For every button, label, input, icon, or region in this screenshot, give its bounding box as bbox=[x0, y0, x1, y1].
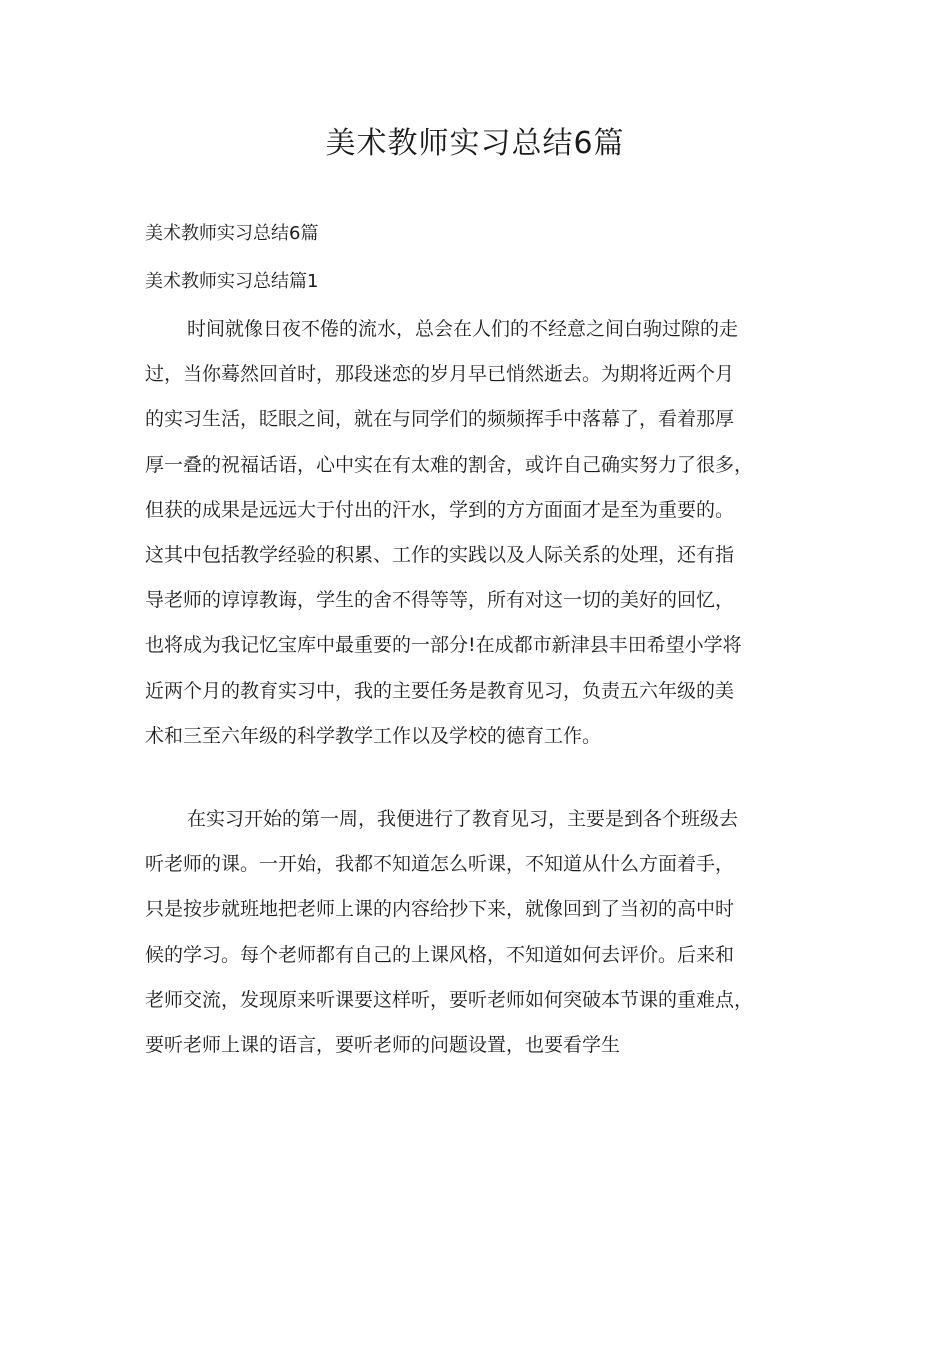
paragraph-line: 候的学习。每个老师都有自己的上课风格，不知道如何去评价。后来和 bbox=[145, 943, 735, 966]
paragraph-line: 听老师的课。一开始，我都不知道怎么听课，不知道从什么方面着手， bbox=[145, 853, 735, 876]
section-heading: 美术教师实习总结6篇 bbox=[145, 223, 319, 244]
paragraph-line: 老师交流，发现原来听课要这样听，要听老师如何突破本节课的重难点， bbox=[145, 988, 754, 1011]
paragraph-line: 时间就像日夜不倦的流水，总会在人们的不经意之间白驹过隙的走 bbox=[187, 318, 739, 340]
paragraph-line: 但获的成果是远远大于付出的汗水，学到的方方面面才是至为重要的。 bbox=[145, 498, 735, 521]
paragraph-line: 只是按步就班地把老师上课的内容给抄下来，就像回到了当初的高中时 bbox=[145, 898, 735, 921]
paragraph-line: 过，当你蓦然回首时，那段迷恋的岁月早已悄然逝去。为期将近两个月 bbox=[145, 363, 735, 386]
paragraph-1 bbox=[145, 307, 810, 759]
document-title: 美术教师实习总结6篇 bbox=[325, 126, 625, 161]
paragraph-line: 这其中包括教学经验的积累、工作的实践以及人际关系的处理，还有指 bbox=[145, 544, 735, 567]
paragraph-line: 也将成为我记忆宝库中最重要的一部分!在成都市新津县丰田希望小学将 bbox=[145, 634, 742, 657]
paragraph-2 bbox=[145, 797, 810, 1068]
paragraph-line: 近两个月的教育实习中，我的主要任务是教育见习，负责五六年级的美 bbox=[145, 679, 735, 702]
paragraph-line: 术和三至六年级的科学教学工作以及学校的德育工作。 bbox=[145, 724, 602, 747]
paragraph-line: 在实习开始的第一周，我便进行了教育见习，主要是到各个班级去 bbox=[187, 808, 739, 830]
paragraph-line: 要听老师上课的语言，要听老师的问题设置，也要看学生 bbox=[145, 1034, 621, 1057]
paragraph-line: 的实习生活，眨眼之间，就在与同学们的频频挥手中落幕了，看着那厚 bbox=[145, 408, 735, 431]
subsection-heading: 美术教师实习总结篇1 bbox=[145, 271, 319, 292]
paragraph-line: 厚一叠的祝福话语，心中实在有太难的割舍，或许自己确实努力了很多， bbox=[145, 453, 754, 476]
paragraph-line: 导老师的谆谆教诲，学生的舍不得等等，所有对这一切的美好的回忆， bbox=[145, 589, 735, 612]
